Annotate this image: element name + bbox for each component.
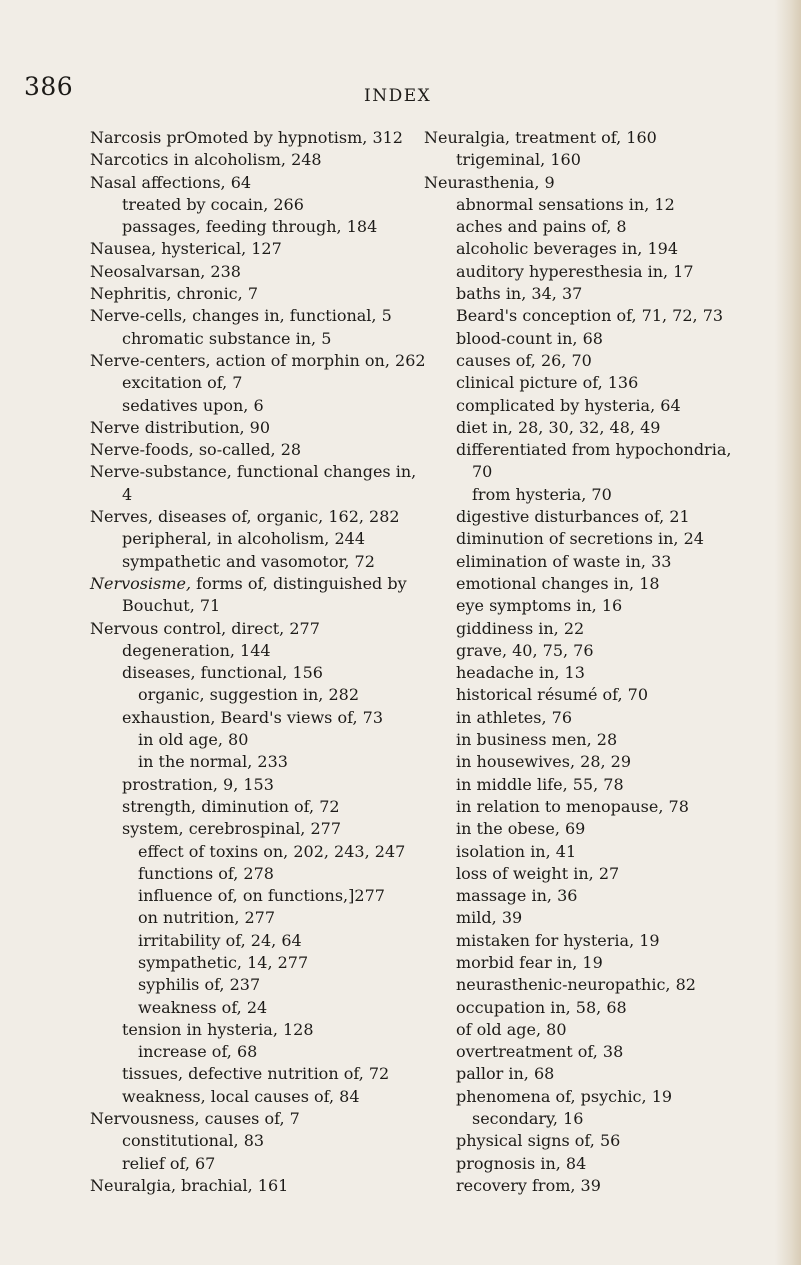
index-entry: sympathetic and vasomotor, 72 bbox=[122, 551, 375, 571]
index-entry: headache in, 13 bbox=[456, 663, 585, 683]
index-entry: Beard's conception of, 71, 72, 73 bbox=[456, 306, 724, 326]
running-head: INDEX bbox=[364, 86, 432, 106]
index-entry-rest: forms of, distinguished by bbox=[191, 573, 407, 593]
index-entry: aches and pains of, 8 bbox=[456, 217, 627, 237]
index-entry: on nutrition, 277 bbox=[138, 908, 276, 928]
index-entry: emotional changes in, 18 bbox=[456, 573, 660, 593]
index-entry: syphilis of, 237 bbox=[138, 975, 261, 995]
index-entry bbox=[90, 573, 430, 595]
index-entry: in middle life, 55, 78 bbox=[456, 774, 624, 794]
index-entry: diminution of secretions in, 24 bbox=[456, 529, 704, 549]
index-entry: Nerve-foods, so-called, 28 bbox=[90, 440, 302, 460]
index-entry: tissues, defective nutrition of, 72 bbox=[122, 1064, 390, 1084]
index-entry: prognosis in, 84 bbox=[456, 1153, 587, 1173]
index-entry: giddiness in, 22 bbox=[456, 618, 585, 638]
index-entry: Neosalvarsan, 238 bbox=[90, 261, 241, 281]
index-entry: increase of, 68 bbox=[138, 1042, 258, 1062]
index-entry: massage in, 36 bbox=[456, 886, 578, 906]
index-entry: recovery from, 39 bbox=[456, 1175, 601, 1195]
index-entry: trigeminal, 160 bbox=[456, 150, 581, 170]
page-edge-shadow bbox=[775, 0, 801, 1265]
index-entry: exhaustion, Beard's views of, 73 bbox=[122, 707, 383, 727]
index-entry: pallor in, 68 bbox=[456, 1064, 555, 1084]
index-entry: organic, suggestion in, 282 bbox=[138, 685, 359, 705]
index-entry: loss of weight in, 27 bbox=[456, 863, 620, 883]
index-column-left bbox=[90, 127, 430, 1197]
index-entry: isolation in, 41 bbox=[456, 841, 577, 861]
index-entry: weakness of, 24 bbox=[138, 997, 268, 1017]
index-entry: neurasthenic-neuropathic, 82 bbox=[456, 975, 696, 995]
index-entry: occupation in, 58, 68 bbox=[456, 997, 627, 1017]
page-header bbox=[0, 72, 801, 112]
index-entry: Nervous control, direct, 277 bbox=[90, 618, 320, 638]
index-entry: treated by cocain, 266 bbox=[122, 194, 304, 214]
index-entry: in relation to menopause, 78 bbox=[456, 796, 689, 816]
index-entry: mild, 39 bbox=[456, 908, 523, 928]
index-entry: phenomena of, psychic, 19 bbox=[456, 1086, 673, 1106]
index-entry: Nasal affections, 64 bbox=[90, 172, 252, 192]
index-column-right bbox=[424, 127, 769, 1197]
index-entry: Neuralgia, brachial, 161 bbox=[90, 1175, 289, 1195]
index-entry: Neuralgia, treatment of, 160 bbox=[424, 128, 657, 147]
index-entry: in business men, 28 bbox=[456, 730, 618, 750]
index-entry: auditory hyperesthesia in, 17 bbox=[456, 261, 694, 281]
index-entry: elimination of waste in, 33 bbox=[456, 551, 672, 571]
index-entry: Nerve-substance, functional changes in, bbox=[90, 462, 417, 482]
index-entry: clinical picture of, 136 bbox=[456, 373, 639, 393]
index-entry: functions of, 278 bbox=[138, 863, 274, 883]
index-entry-italic: Nervosisme, bbox=[90, 573, 192, 593]
index-entry: Nephritis, chronic, 7 bbox=[90, 284, 258, 304]
index-entry: Nerve-cells, changes in, functional, 5 bbox=[90, 306, 392, 326]
index-entry: effect of toxins on, 202, 243, 247 bbox=[138, 841, 406, 861]
index-entry: excitation of, 7 bbox=[122, 373, 243, 393]
index-entry: diseases, functional, 156 bbox=[122, 663, 323, 683]
index-entry: Nerve distribution, 90 bbox=[90, 417, 271, 437]
index-entry: in housewives, 28, 29 bbox=[456, 752, 632, 772]
index-entry: blood-count in, 68 bbox=[456, 328, 603, 348]
index-entry: overtreatment of, 38 bbox=[456, 1042, 624, 1062]
index-entry: peripheral, in alcoholism, 244 bbox=[122, 529, 365, 549]
index-entry: from hysteria, 70 bbox=[472, 484, 612, 504]
index-entry: abnormal sensations in, 12 bbox=[456, 194, 675, 214]
index-entry: influence of, on functions,]277 bbox=[138, 886, 385, 906]
index-entry: prostration, 9, 153 bbox=[122, 774, 274, 794]
index-entry: Nerves, diseases of, organic, 162, 282 bbox=[90, 507, 400, 527]
index-entry: tension in hysteria, 128 bbox=[122, 1019, 314, 1039]
index-entry: in the obese, 69 bbox=[456, 819, 586, 839]
index-entry: complicated by hysteria, 64 bbox=[456, 395, 681, 415]
index-entry: alcoholic beverages in, 194 bbox=[456, 239, 679, 259]
index-entry: baths in, 34, 37 bbox=[456, 284, 583, 304]
index-entry: mistaken for hysteria, 19 bbox=[456, 930, 660, 950]
index-entry: 70 bbox=[472, 462, 493, 482]
index-entry: system, cerebrospinal, 277 bbox=[122, 819, 342, 839]
index-entry: differentiated from hypochondria, bbox=[456, 440, 732, 460]
index-entry: Narcosis prOmoted by hypnotism, 312 bbox=[90, 128, 403, 147]
index-entry: 4 bbox=[122, 484, 133, 504]
index-entry: relief of, 67 bbox=[122, 1153, 216, 1173]
index-entry: eye symptoms in, 16 bbox=[456, 596, 623, 616]
index-entry: sedatives upon, 6 bbox=[122, 395, 264, 415]
page-number: 386 bbox=[24, 72, 74, 101]
index-entry: causes of, 26, 70 bbox=[456, 350, 592, 370]
index-entry: grave, 40, 75, 76 bbox=[456, 640, 594, 660]
index-entry: physical signs of, 56 bbox=[456, 1131, 621, 1151]
index-entry: historical résumé of, 70 bbox=[456, 685, 649, 705]
index-entry: morbid fear in, 19 bbox=[456, 952, 603, 972]
index-entry: Bouchut, 71 bbox=[122, 596, 221, 616]
index-entry: Nausea, hysterical, 127 bbox=[90, 239, 282, 259]
index-entry: irritability of, 24, 64 bbox=[138, 930, 302, 950]
index-entry: secondary, 16 bbox=[472, 1109, 584, 1129]
index-entry: Narcotics in alcoholism, 248 bbox=[90, 150, 322, 170]
index-entry: sympathetic, 14, 277 bbox=[138, 952, 309, 972]
index-entry: passages, feeding through, 184 bbox=[122, 217, 378, 237]
index-entry: weakness, local causes of, 84 bbox=[122, 1086, 360, 1106]
index-entry: in athletes, 76 bbox=[456, 707, 573, 727]
index-entry: Nerve-centers, action of morphin on, 262 bbox=[90, 350, 426, 370]
index-entry: diet in, 28, 30, 32, 48, 49 bbox=[456, 417, 661, 437]
index-entry: in the normal, 233 bbox=[138, 752, 288, 772]
index-entry: of old age, 80 bbox=[456, 1019, 567, 1039]
index-entry: strength, diminution of, 72 bbox=[122, 796, 340, 816]
index-entry: Neurasthenia, 9 bbox=[424, 172, 555, 192]
index-entry: digestive disturbances of, 21 bbox=[456, 507, 690, 527]
index-entry: chromatic substance in, 5 bbox=[122, 328, 332, 348]
index-entry: in old age, 80 bbox=[138, 730, 249, 750]
index-entry: constitutional, 83 bbox=[122, 1131, 265, 1151]
index-entry: degeneration, 144 bbox=[122, 640, 271, 660]
index-entry: Nervousness, causes of, 7 bbox=[90, 1109, 300, 1129]
